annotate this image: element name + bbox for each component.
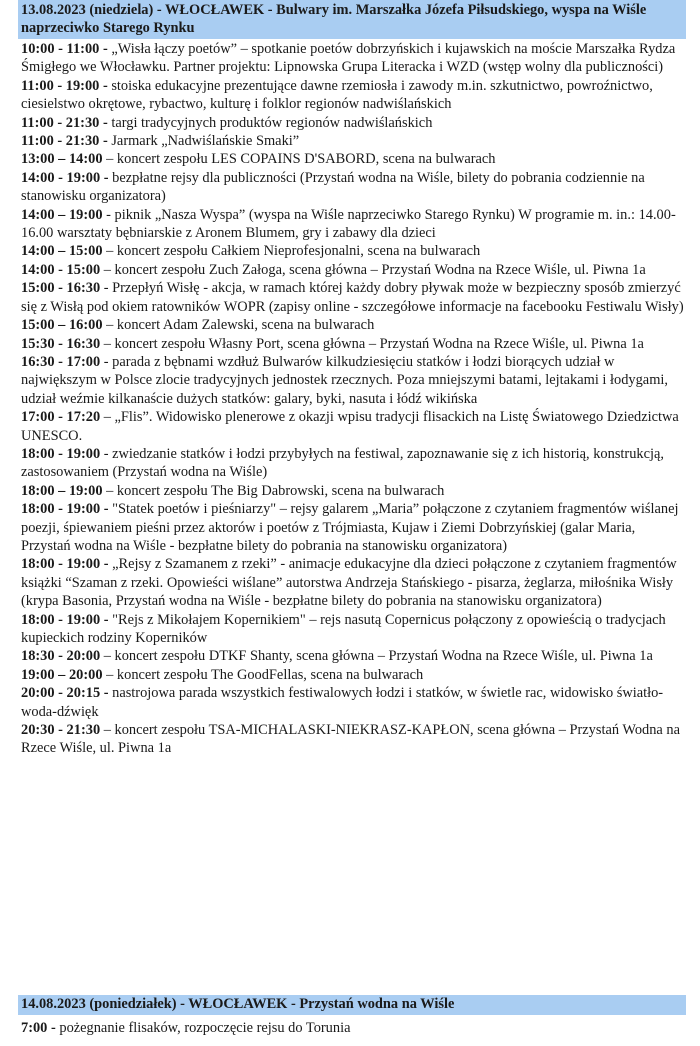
- event-description: – koncert zespołu Całkiem Nieprofesjonalni, scena na bulwarach: [106, 243, 481, 260]
- event-time: 18:00 – 19:00: [21, 482, 107, 499]
- event-description: "Rejs z Mikołajem Kopernikiem" – rejs nasutą Copernicus połączony z opowieścią o tradycjach kupieckich rodziny Koperników: [21, 611, 666, 646]
- event-description: targi tradycyjnych produktów regionów nadwiślańskich: [111, 114, 433, 131]
- event-item: [21, 316, 687, 334]
- event-time: 19:00 – 20:00: [21, 666, 107, 683]
- event-item: [21, 261, 687, 279]
- event-description: - piknik „Nasza Wyspa” (wyspa na Wiśle naprzeciwko Starego Rynku) W programie m. in.: 14.00-16.00 warsztaty bębniarskie z Aronem Blumem, gry i zabawy dla dzieci: [21, 206, 676, 242]
- event-item: [21, 132, 687, 150]
- event-description: „Wisła łączy poetów” – spotkanie poetów dobrzyńskich i kujawskich na moście Marszałka Rydza Śmigłego we Włocławku. Partner projektu: Lipnowska Grupa Literacka i WZD (wstęp wolny dla publiczności): [21, 41, 676, 76]
- event-description: nastrojowa parada wszystkich festiwalowych łodzi i statków, w świetle rac, widowisko światło-woda-dźwięk: [21, 685, 664, 720]
- event-description: - zwiedzanie statków i łodzi przybyłych na festiwal, zapoznawanie się z ich historią, konstrukcją, zastosowaniem (Przystań wodna na Wiśle): [21, 445, 664, 481]
- event-item: [21, 77, 687, 114]
- event-time: 15:00 - 16:30: [21, 280, 104, 297]
- event-description: – „Flis”. Widowisko plenerowe z okazji wpisu tradycji flisackich na Listę Światowego Dziedzictwa UNESCO.: [21, 409, 679, 444]
- event-time: 14:00 – 15:00: [21, 243, 107, 260]
- event-item: [21, 353, 687, 408]
- event-time: 18:00 - 19:00 -: [21, 501, 113, 518]
- event-description: – koncert zespołu The Big Dabrowski, scena na bulwarach: [106, 482, 445, 499]
- event-list: [21, 40, 687, 758]
- event-time: 16:30 - 17:00: [21, 353, 104, 370]
- event-item: [21, 242, 687, 260]
- event-item: [21, 666, 687, 684]
- event-time: 15:30 - 16:30: [21, 335, 104, 352]
- event-item: [21, 647, 687, 665]
- event-time: 18:00 - 19:00 -: [21, 556, 113, 573]
- event-item: [21, 721, 687, 758]
- event-description: „Rejsy z Szamanem z rzeki” - animacje edukacyjne dla dzieci połączone z czytaniem fragmentów książki “Szaman z rzeki. Opowieści wiślane” autorstwa Andrzeja Stańskiego - pisarza, żeglarza, miłośnika Wisły (krypa Basonia, Przystań wodna na Wiśle - bezpłatne bilety do pobrania na stanowisku organizatora): [21, 556, 677, 610]
- event-time: 7:00 -: [21, 1020, 60, 1036]
- event-time: 18:30 - 20:00: [21, 648, 104, 665]
- event-description: bezpłatne rejsy dla publiczności (Przystań wodna na Wiśle, bilety do pobrania codziennie na stanowisku organizatora): [21, 169, 645, 205]
- event-time: 11:00 - 21:30 -: [21, 133, 112, 150]
- event-description: – koncert zespołu DTKF Shanty, scena główna – Przystań Wodna na Rzece Wiśle, ul. Piwna 1a: [103, 648, 653, 665]
- event-time: 14:00 – 19:00: [21, 206, 107, 223]
- event-item: [21, 482, 687, 500]
- event-description: - Przepłyń Wisłę - akcja, w ramach której każdy dobry pływak może w bezpieczny sposób zmierzyć się z Wisłą pod okiem ratowników WOPR (zapisy online - szczegółowe informacje na facebooku Festiwalu Wisły): [21, 280, 684, 315]
- event-time: 15:00 – 16:00: [21, 317, 107, 334]
- event-item: [21, 445, 687, 482]
- event-item: [21, 169, 687, 206]
- event-description: – koncert zespołu TSA-MICHALASKI-NIEKRASZ-KAPŁON, scena główna – Przystań Wodna na Rzece Wiśle, ul. Piwna 1a: [21, 722, 680, 757]
- event-description: stoiska edukacyjne prezentujące dawne rzemiosła i zawody m.in. szkutnictwo, powroźnictwo, ciesielstwo okrętowe, rybactwo, kulturę i folklor regionów nadwiślańskich: [21, 77, 653, 113]
- event-item: [21, 40, 687, 77]
- event-item: [21, 150, 687, 168]
- event-item: [21, 500, 687, 555]
- event-item: [21, 206, 687, 243]
- event-time: 20:30 - 21:30: [21, 722, 104, 739]
- event-list: [21, 1019, 687, 1037]
- event-item: [21, 408, 687, 445]
- event-time: 18:00 - 19:00 -: [21, 611, 113, 628]
- event-time: 11:00 - 19:00 -: [21, 77, 112, 94]
- event-description: - parada z bębnami wzdłuż Bulwarów kilkudziesięciu statków i łodzi biorących udział w największym w Polsce zlocie tradycyjnych jednostek rzecznych. Poza mniejszymi batami, lejtakami i łodygami, udział weźmie kilkanaście dużych statków: galary, byki, nasuta i łódź wikińska: [21, 353, 668, 407]
- event-description: – koncert zespołu LES COPAINS D'SABORD, scena na bulwarach: [106, 151, 496, 168]
- event-time: 10:00 - 11:00 -: [21, 41, 112, 57]
- event-item: [21, 1019, 687, 1037]
- event-description: pożegnanie flisaków, rozpoczęcie rejsu do Torunia: [59, 1020, 351, 1036]
- event-item: [21, 611, 687, 648]
- event-item: [21, 114, 687, 132]
- event-item: [21, 279, 687, 316]
- event-item: [21, 335, 687, 353]
- event-description: – koncert zespołu The GoodFellas, scena na bulwarach: [106, 666, 424, 683]
- event-item: [21, 555, 687, 610]
- event-time: 11:00 - 21:30 -: [21, 114, 112, 131]
- day-header: 13.08.2023 (niedziela) - WŁOCŁAWEK - Bulwary im. Marszałka Józefa Piłsudskiego, wyspa na Wiśle naprzeciwko Starego Rynku: [18, 0, 686, 39]
- event-description: "Statek poetów i pieśniarzy" – rejsy galarem „Maria” połączone z czytaniem fragmentów wiślanej poezji, śpiewaniem pieśni przez aktorów i poetów z Trójmiasta, Kujaw i Ziemi Dobrzyńskiej (galar Maria, Przystań wodna na Wiśle - bezpłatne bilety do pobrania na stanowisku organizatora): [21, 501, 679, 554]
- event-time: 14:00 - 15:00: [21, 261, 104, 278]
- event-description: Jarmark „Nadwiślańskie Smaki”: [111, 133, 300, 150]
- event-time: 13:00 – 14:00: [21, 151, 107, 168]
- event-description: – koncert Adam Zalewski, scena na bulwarach: [106, 317, 375, 334]
- event-description: – koncert zespołu Zuch Załoga, scena główna – Przystań Wodna na Rzece Wiśle, ul. Piwna 1a: [103, 261, 646, 278]
- event-time: 20:00 - 20:15 -: [21, 685, 113, 702]
- event-item: [21, 684, 687, 721]
- event-description: – koncert zespołu Własny Port, scena główna – Przystań Wodna na Rzece Wiśle, ul. Piwna 1a: [103, 335, 644, 352]
- day-header: 14.08.2023 (poniedziałek) - WŁOCŁAWEK - Przystań wodna na Wiśle: [18, 995, 686, 1015]
- event-time: 17:00 - 17:20: [21, 409, 104, 426]
- event-time: 14:00 - 19:00 -: [21, 169, 113, 186]
- event-time: 18:00 - 19:00: [21, 445, 104, 462]
